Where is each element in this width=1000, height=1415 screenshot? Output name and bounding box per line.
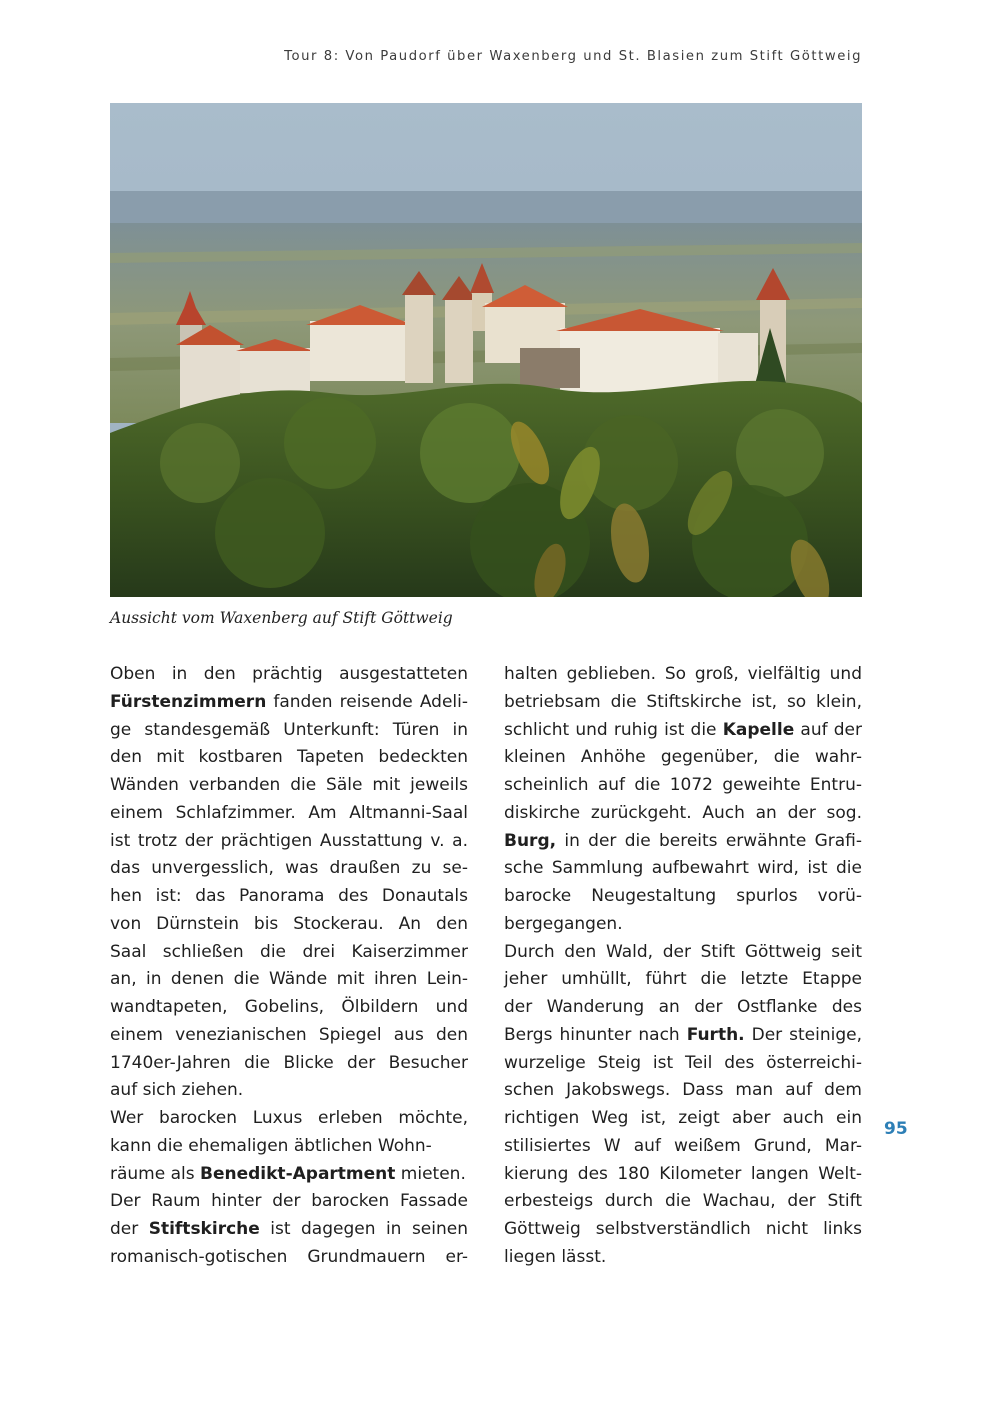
text-line [110,883,468,911]
text-run: hen ist: das Panorama des Donautals [110,886,468,906]
text-line [504,1244,862,1272]
text-line [504,994,862,1022]
text-line [504,855,862,883]
text-run: Der steinige, [744,1024,863,1045]
text-run: Der Raum hinter der barocken Fassade [110,1191,468,1212]
text-line [504,911,862,939]
text-line [110,1216,468,1244]
text-run: kierung des 180 Kilometer langen Welt- [504,1163,862,1184]
text-line [504,1050,862,1078]
text-run: in der die bereits erwähnte Grafi- [556,830,862,851]
text-line [504,689,862,717]
text-run: auf sich ziehen. [110,1080,244,1101]
text-run: Wer barocken Luxus erleben möchte, [110,1108,468,1128]
text-run: der [110,1219,149,1239]
text-line [504,828,862,856]
text-line [110,1133,468,1161]
text-run: 1740er-Jahren die Blicke der Besucher [110,1052,468,1073]
text-run: Durch den Wald, der Stift Göttweig seit [504,941,862,962]
text-line [504,661,862,689]
running-header: Tour 8: Von Paudorf über Waxenberg und St. Blasien zum Stift Göttweig [284,49,862,64]
bold-term: Burg, [504,830,557,851]
text-run: einem venezianischen Spiegel aus den [110,1024,468,1045]
text-line [110,1244,468,1272]
text-run: scheinlich auf die 1072 geweihte Entru- [504,775,862,795]
text-line [504,800,862,828]
text-run: mieten. [395,1163,466,1184]
bold-term: Fürstenzimmern [110,691,267,712]
text-column-left [110,661,468,1272]
text-line [110,1105,468,1133]
text-run: romanisch-gotischen Grundmauern er- [110,1246,468,1267]
text-line [110,1050,468,1078]
text-line [110,661,468,689]
text-run: ist dagegen in seinen [259,1219,468,1239]
text-line [504,966,862,994]
text-run: kleinen Anhöhe gegenüber, die wahr- [504,747,862,768]
text-run: wandtapeten, Gobelins, Ölbildern und [110,997,468,1017]
text-line [110,744,468,772]
text-line [110,911,468,939]
text-run: bergegangen. [504,913,623,934]
landscape-illustration [110,103,862,597]
text-line [110,1022,468,1050]
text-line [110,828,468,856]
text-run: das unvergesslich, was draußen zu se- [110,858,468,879]
text-run: wurzelige Steig ist Teil des österreichi- [504,1052,862,1073]
text-line [504,772,862,800]
text-run: ge standesgemäß Unterkunft: Türen in [110,719,468,740]
text-column-right [504,661,862,1272]
photo-caption: Aussicht vom Waxenberg auf Stift Göttweig [110,609,453,627]
text-run: schlicht und ruhig ist die [504,719,723,740]
text-run: den mit kostbaren Tapeten bedeckten [110,747,468,768]
text-run: barocke Neugestaltung spurlos vorü- [504,886,862,906]
bold-term: Kapelle [722,719,795,740]
text-run: von Dürnstein bis Stockerau. An den [110,913,468,934]
text-run: schen Jakobswegs. Dass man auf dem [504,1080,862,1101]
bold-term: Benedikt-Apartment [200,1163,396,1184]
text-line [110,800,468,828]
text-run: der Wanderung an der Ostflanke des [504,997,862,1017]
text-run: ist trotz der prächtigen Ausstattung v. a. [110,830,468,851]
text-run: Oben in den prächtig ausgestatteten [110,664,468,684]
text-run: Bergs hinunter nach [504,1024,687,1045]
text-line [110,689,468,717]
text-run: an, in denen die Wände mit ihren Lein- [110,969,468,990]
text-line [504,939,862,967]
text-line [504,1161,862,1189]
abbey-photo [110,103,862,597]
text-run: einem Schlafzimmer. Am Altmanni-Saal [110,802,468,823]
bold-term: Furth. [686,1024,745,1045]
page-number: 95 [884,1119,908,1139]
text-run: Saal schließen die drei Kaiserzimmer [110,941,468,962]
text-line [504,1188,862,1216]
text-run: jeher umhüllt, führt die letzte Etappe [504,969,862,990]
text-line [110,994,468,1022]
text-run: räume als [110,1163,201,1184]
text-run: kann die ehemaligen äbtlichen Wohn- [110,1135,432,1156]
text-run: auf der [794,719,862,740]
text-line [110,939,468,967]
text-line [504,1133,862,1161]
text-line [504,1077,862,1105]
text-run: halten geblieben. So groß, vielfältig und [504,664,862,684]
text-line [110,772,468,800]
text-line [110,717,468,745]
text-run: Göttweig selbstverständlich nicht links [504,1219,862,1239]
text-line [110,1161,468,1189]
text-line [110,855,468,883]
text-line [504,883,862,911]
text-run: Wänden verbanden die Säle mit jeweils [110,775,468,795]
text-run: fanden reisende Adeli- [266,691,468,712]
text-line [504,717,862,745]
text-line [504,1216,862,1244]
text-run: richtigen Weg ist, zeigt aber auch ein [504,1108,862,1128]
text-run: sche Sammlung aufbewahrt wird, ist die [504,858,862,879]
text-line [110,966,468,994]
text-run: betriebsam die Stiftskirche ist, so klein, [504,691,862,712]
text-run: liegen lässt. [504,1246,607,1267]
text-line [504,1105,862,1133]
text-line [504,744,862,772]
text-run: diskirche zurückgeht. Auch an der sog. [504,802,862,823]
text-line [110,1188,468,1216]
text-line [504,1022,862,1050]
text-line [110,1077,468,1105]
text-run: erbesteigs durch die Wachau, der Stift [504,1191,862,1212]
text-run: stilisiertes W auf weißem Grund, Mar- [504,1135,862,1156]
bold-term: Stiftskirche [148,1219,260,1239]
